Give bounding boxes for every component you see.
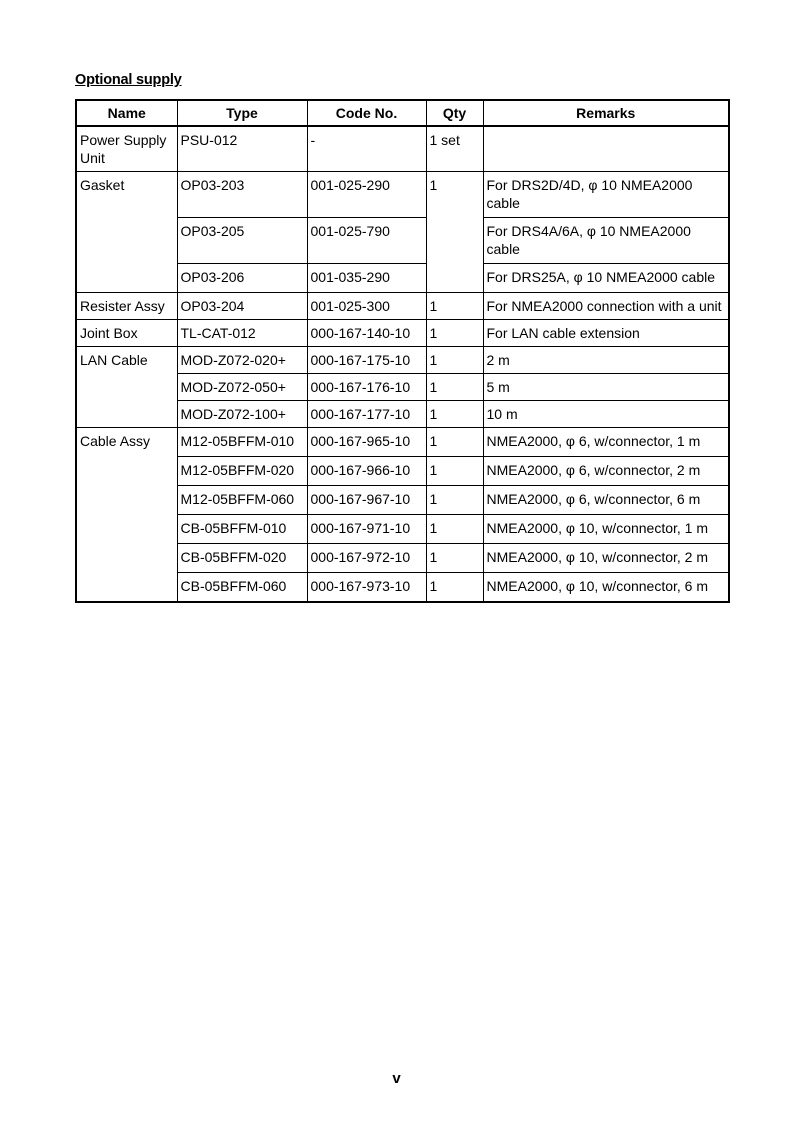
cell-remarks: 10 m	[483, 401, 729, 428]
page-marker: v	[392, 1070, 401, 1087]
cell-code: 000-167-971-10	[307, 515, 426, 544]
cell-type: MOD-Z072-020+	[177, 347, 307, 374]
cell-type: MOD-Z072-100+	[177, 401, 307, 428]
cell-qty: 1	[426, 401, 483, 428]
cell-qty: 1	[426, 573, 483, 602]
cell-type: OP03-204	[177, 293, 307, 320]
section-title: Optional supply	[75, 72, 182, 88]
cell-type: MOD-Z072-050+	[177, 374, 307, 401]
cell-qty: 1	[426, 320, 483, 347]
table-row	[76, 320, 729, 347]
cell-code: 000-167-140-10	[307, 320, 426, 347]
column-header-type: Type	[177, 100, 307, 126]
cell-type: PSU-012	[177, 126, 307, 172]
table-row	[76, 428, 729, 457]
cell-name: Power Supply Unit	[76, 126, 177, 172]
cell-remarks: 5 m	[483, 374, 729, 401]
cell-remarks: NMEA2000, φ 10, w/connector, 6 m	[483, 573, 729, 602]
cell-remarks: For NMEA2000 connection with a unit	[483, 293, 729, 320]
cell-type: M12-05BFFM-020	[177, 457, 307, 486]
cell-remarks: For DRS25A, φ 10 NMEA2000 cable	[483, 264, 729, 293]
cell-code: 000-167-177-10	[307, 401, 426, 428]
column-header-code: Code No.	[307, 100, 426, 126]
cell-type: CB-05BFFM-060	[177, 573, 307, 602]
cell-name: LAN Cable	[76, 347, 177, 428]
cell-qty: 1	[426, 347, 483, 374]
cell-code: -	[307, 126, 426, 172]
cell-qty: 1	[426, 457, 483, 486]
cell-code: 000-167-176-10	[307, 374, 426, 401]
column-header-qty: Qty	[426, 100, 483, 126]
cell-remarks: NMEA2000, φ 6, w/connector, 6 m	[483, 486, 729, 515]
cell-remarks: NMEA2000, φ 6, w/connector, 1 m	[483, 428, 729, 457]
cell-code: 000-167-966-10	[307, 457, 426, 486]
cell-remarks: For DRS4A/6A, φ 10 NMEA2000 cable	[483, 218, 729, 264]
cell-remarks: 2 m	[483, 347, 729, 374]
column-header-remarks: Remarks	[483, 100, 729, 126]
cell-remarks: For DRS2D/4D, φ 10 NMEA2000 cable	[483, 172, 729, 218]
cell-qty: 1	[426, 374, 483, 401]
cell-type: CB-05BFFM-020	[177, 544, 307, 573]
cell-code: 000-167-967-10	[307, 486, 426, 515]
cell-name: Gasket	[76, 172, 177, 293]
cell-code: 000-167-175-10	[307, 347, 426, 374]
cell-remarks: For LAN cable extension	[483, 320, 729, 347]
table-row	[76, 347, 729, 374]
cell-type: TL-CAT-012	[177, 320, 307, 347]
cell-type: M12-05BFFM-010	[177, 428, 307, 457]
cell-type: CB-05BFFM-010	[177, 515, 307, 544]
cell-name: Cable Assy	[76, 428, 177, 602]
cell-remarks: NMEA2000, φ 10, w/connector, 2 m	[483, 544, 729, 573]
table-header-row	[76, 100, 729, 126]
cell-code: 000-167-972-10	[307, 544, 426, 573]
column-header-name: Name	[76, 100, 177, 126]
table-row	[76, 172, 729, 218]
cell-qty: 1	[426, 544, 483, 573]
optional-supply-table	[75, 99, 730, 603]
table-row	[76, 126, 729, 172]
cell-code: 000-167-973-10	[307, 573, 426, 602]
cell-code: 000-167-965-10	[307, 428, 426, 457]
cell-qty: 1	[426, 486, 483, 515]
table-row	[76, 293, 729, 320]
cell-qty: 1	[426, 515, 483, 544]
cell-remarks: NMEA2000, φ 6, w/connector, 2 m	[483, 457, 729, 486]
cell-qty: 1	[426, 428, 483, 457]
cell-qty: 1 set	[426, 126, 483, 172]
cell-name: Joint Box	[76, 320, 177, 347]
cell-type: OP03-203	[177, 172, 307, 218]
cell-code: 001-025-790	[307, 218, 426, 264]
cell-type: OP03-205	[177, 218, 307, 264]
cell-remarks	[483, 126, 729, 172]
cell-type: OP03-206	[177, 264, 307, 293]
cell-type: M12-05BFFM-060	[177, 486, 307, 515]
cell-qty: 1	[426, 293, 483, 320]
cell-code: 001-035-290	[307, 264, 426, 293]
cell-qty: 1	[426, 172, 483, 293]
cell-code: 001-025-300	[307, 293, 426, 320]
cell-code: 001-025-290	[307, 172, 426, 218]
cell-name: Resister Assy	[76, 293, 177, 320]
cell-remarks: NMEA2000, φ 10, w/connector, 1 m	[483, 515, 729, 544]
